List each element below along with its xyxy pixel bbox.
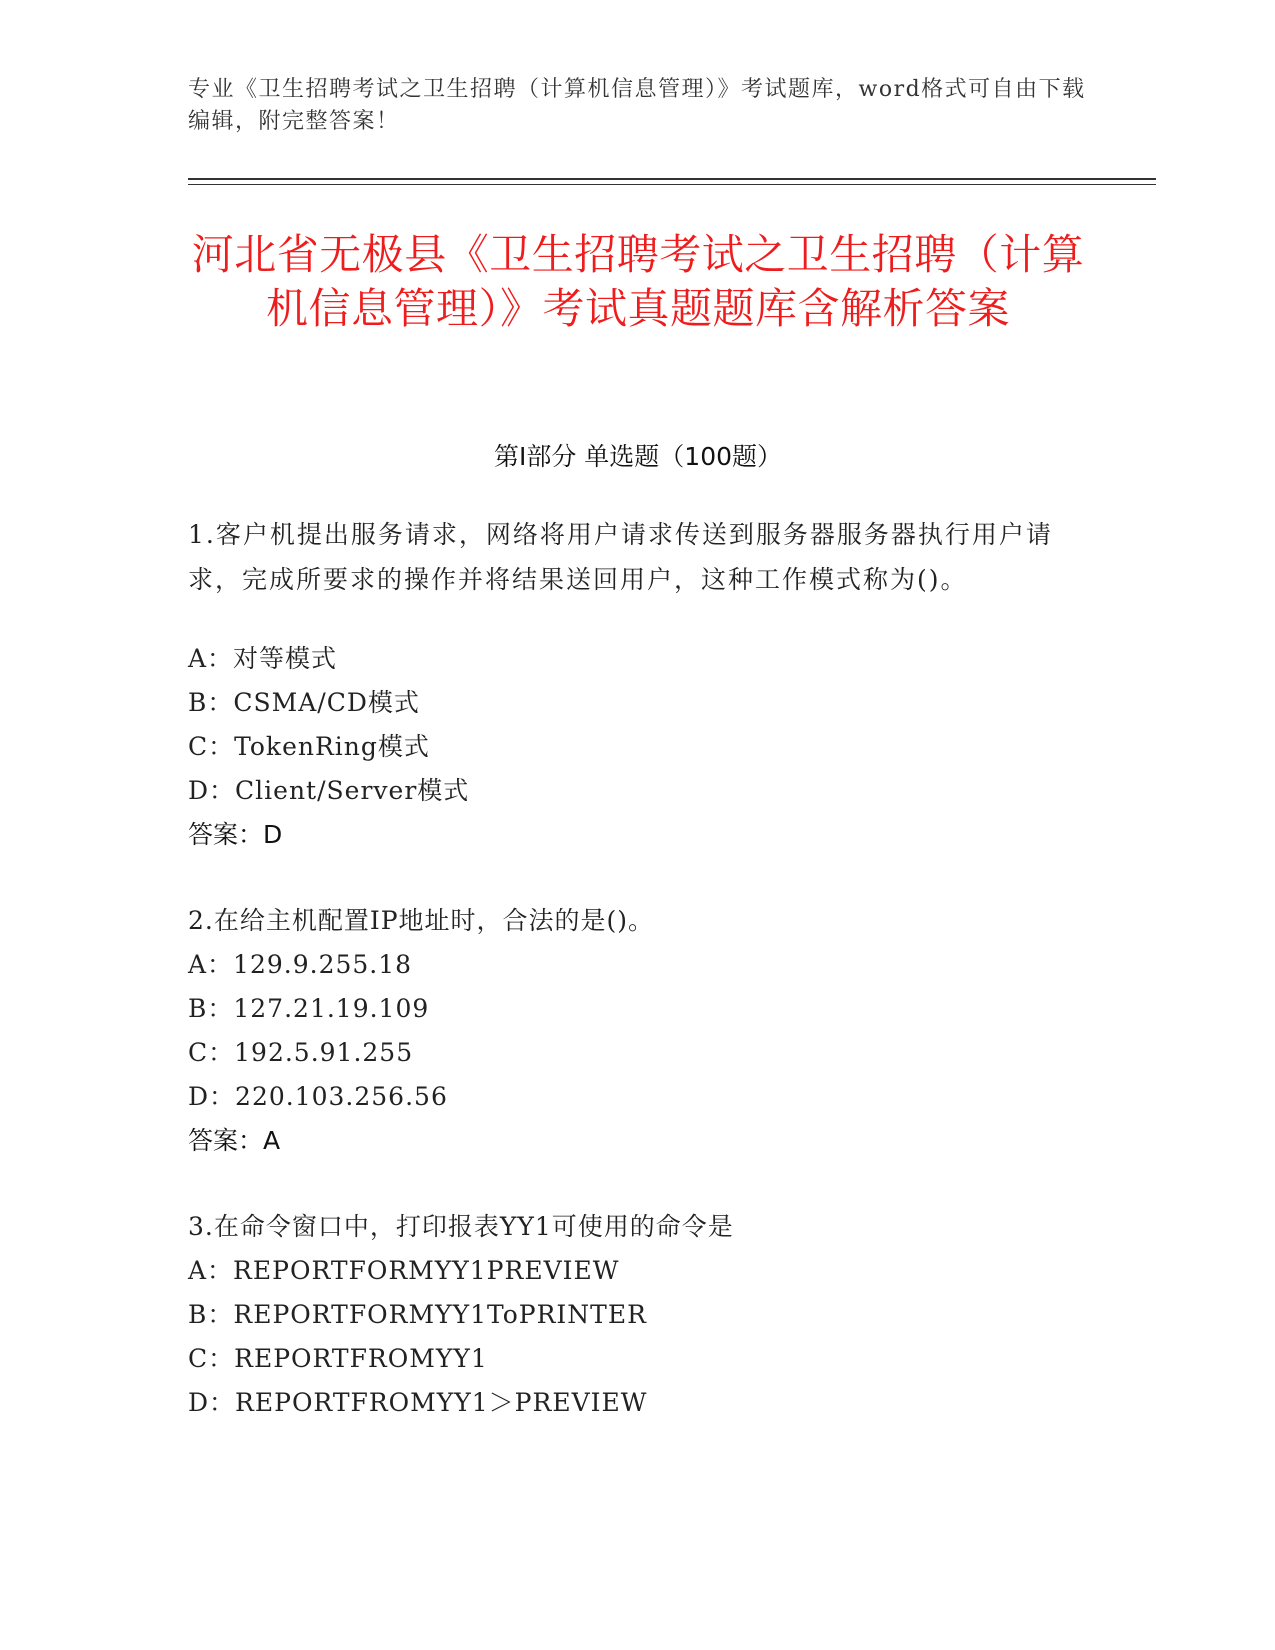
question-3-option-d: D：REPORTFROMYY1＞PREVIEW bbox=[188, 1388, 648, 1417]
question-1-option-c: C：TokenRing模式 bbox=[188, 732, 430, 761]
question-2-option-b: B：127.21.19.109 bbox=[188, 994, 430, 1023]
question-2-answer: 答案：A bbox=[188, 1126, 281, 1155]
question-1-option-b: B：CSMA/CD模式 bbox=[188, 688, 420, 717]
question-1-answer: 答案：D bbox=[188, 820, 283, 849]
section-heading: 第Ⅰ部分 单选题（100题） bbox=[493, 442, 783, 471]
question-3-option-a: A：REPORTFORMYY1PREVIEW bbox=[188, 1256, 620, 1285]
question-2-option-c: C：192.5.91.255 bbox=[188, 1038, 414, 1067]
question-1-option-d: D：Client/Server模式 bbox=[188, 776, 470, 805]
question-3-stem: 3.在命令窗口中，打印报表YY1可使用的命令是 bbox=[188, 1212, 734, 1241]
question-2-stem: 2.在给主机配置IP地址时，合法的是()。 bbox=[188, 906, 655, 935]
question-3-option-b: B：REPORTFORMYY1ToPRINTER bbox=[188, 1300, 647, 1329]
question-3-option-c: C：REPORTFROMYY1 bbox=[188, 1344, 488, 1373]
header-divider-thick bbox=[188, 178, 1156, 180]
question-1-option-a: A：对等模式 bbox=[188, 644, 338, 673]
header-divider-thin bbox=[188, 184, 1156, 185]
question-2-option-d: D：220.103.256.56 bbox=[188, 1082, 448, 1111]
question-2-option-a: A：129.9.255.18 bbox=[188, 950, 413, 979]
document-title: 河北省无极县《卫生招聘考试之卫生招聘（计算机信息管理）》考试真题题库含解析答案 bbox=[191, 230, 1085, 333]
header-note: 专业《卫生招聘考试之卫生招聘（计算机信息管理）》考试题库，word格式可自由下载编辑，附完整答案！ bbox=[188, 77, 1086, 134]
question-1-stem: 1.客户机提出服务请求，网络将用户请求传送到服务器服务器执行用户请求，完成所要求的操作并将结果送回用户，这种工作模式称为()。 bbox=[188, 520, 1053, 594]
